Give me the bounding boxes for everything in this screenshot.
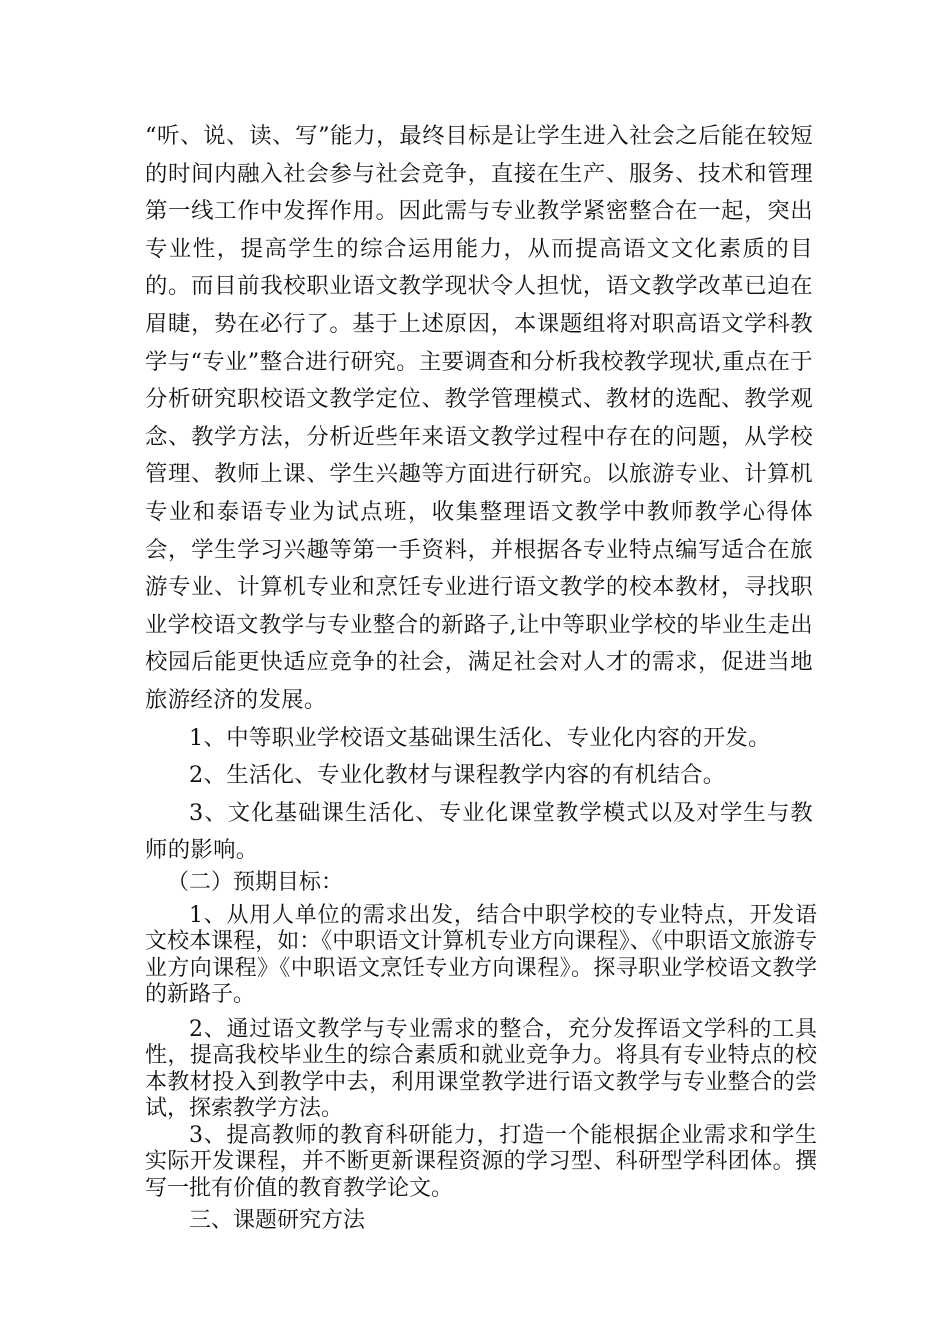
expected-goal-1: 1、从用人单位的需求出发，结合中职学校的专业特点，开发语文校本课程，如：《中职语文计算机专业方向课程》、《中职语文旅游专业方向课程》《中职语文烹饪专业方向课程》。探寻职业学校语文教学的新路子。 xyxy=(145,902,817,1007)
expected-goal-2: 2、通过语文教学与专业需求的整合，充分发挥语文学科的工具性，提高我校毕业生的综合素质和就业竞争力。将具有专业特点的校本教材投入到教学中去，利用课堂教学进行语文教学与专业整合的尝试，探索教学方法。 xyxy=(145,1016,817,1121)
document-body-upper xyxy=(145,118,813,870)
content-item-3: 3、文化基础课生活化、专业化课堂教学模式以及对学生与教师的影响。 xyxy=(145,799,813,864)
section-heading-expected-goals: （二）预期目标： xyxy=(167,870,344,895)
section-heading-research-method: 三、课题研究方法 xyxy=(189,1208,366,1233)
expected-goal-3: 3、提高教师的教育科研能力，打造一个能根据企业需求和学生实际开发课程，并不断更新课程资源的学习型、科研型学科团体。撰写一批有价值的教育教学论文。 xyxy=(145,1122,817,1201)
document-body-lower xyxy=(145,870,817,1235)
content-item-1: 1、中等职业学校语文基础课生活化、专业化内容的开发。 xyxy=(189,724,771,751)
content-item-2: 2、生活化、专业化教材与课程教学内容的有机结合。 xyxy=(189,762,726,789)
body-paragraph: “听、说、读、写”能力，最终目标是让学生进入社会之后能在较短的时间内融入社会参与社会竞争，直接在生产、服务、技术和管理第一线工作中发挥作用。因此需与专业教学紧密整合在一起，突出专业性，提高学生的综合运用能力，从而提高语文文化素质的目的。而目前我校职业语文教学现状令人担忧，语文教学改革已迫在眉睫，势在必行了。基于上述原因，本课题组将对职高语文学科教学与“专业”整合进行研究。主要调查和分析我校教学现状,重点在于分析研究职校语文教学定位、教学管理模式、教材的选配、教学观念、教学方法，分析近些年来语文教学过程中存在的问题，从学校管理、教师上课、学生兴趣等方面进行研究。以旅游专业、计算机专业和泰语专业为试点班，收集整理语文教学中教师教学心得体会，学生学习兴趣等第一手资料，并根据各专业特点编写适合在旅游专业、计算机专业和烹饪专业进行语文教学的校本教材，寻找职业学校语文教学与专业整合的新路子,让中等职业学校的毕业生走出校园后能更快适应竞争的社会，满足社会对人才的需求，促进当地旅游经济的发展。 xyxy=(145,123,813,713)
